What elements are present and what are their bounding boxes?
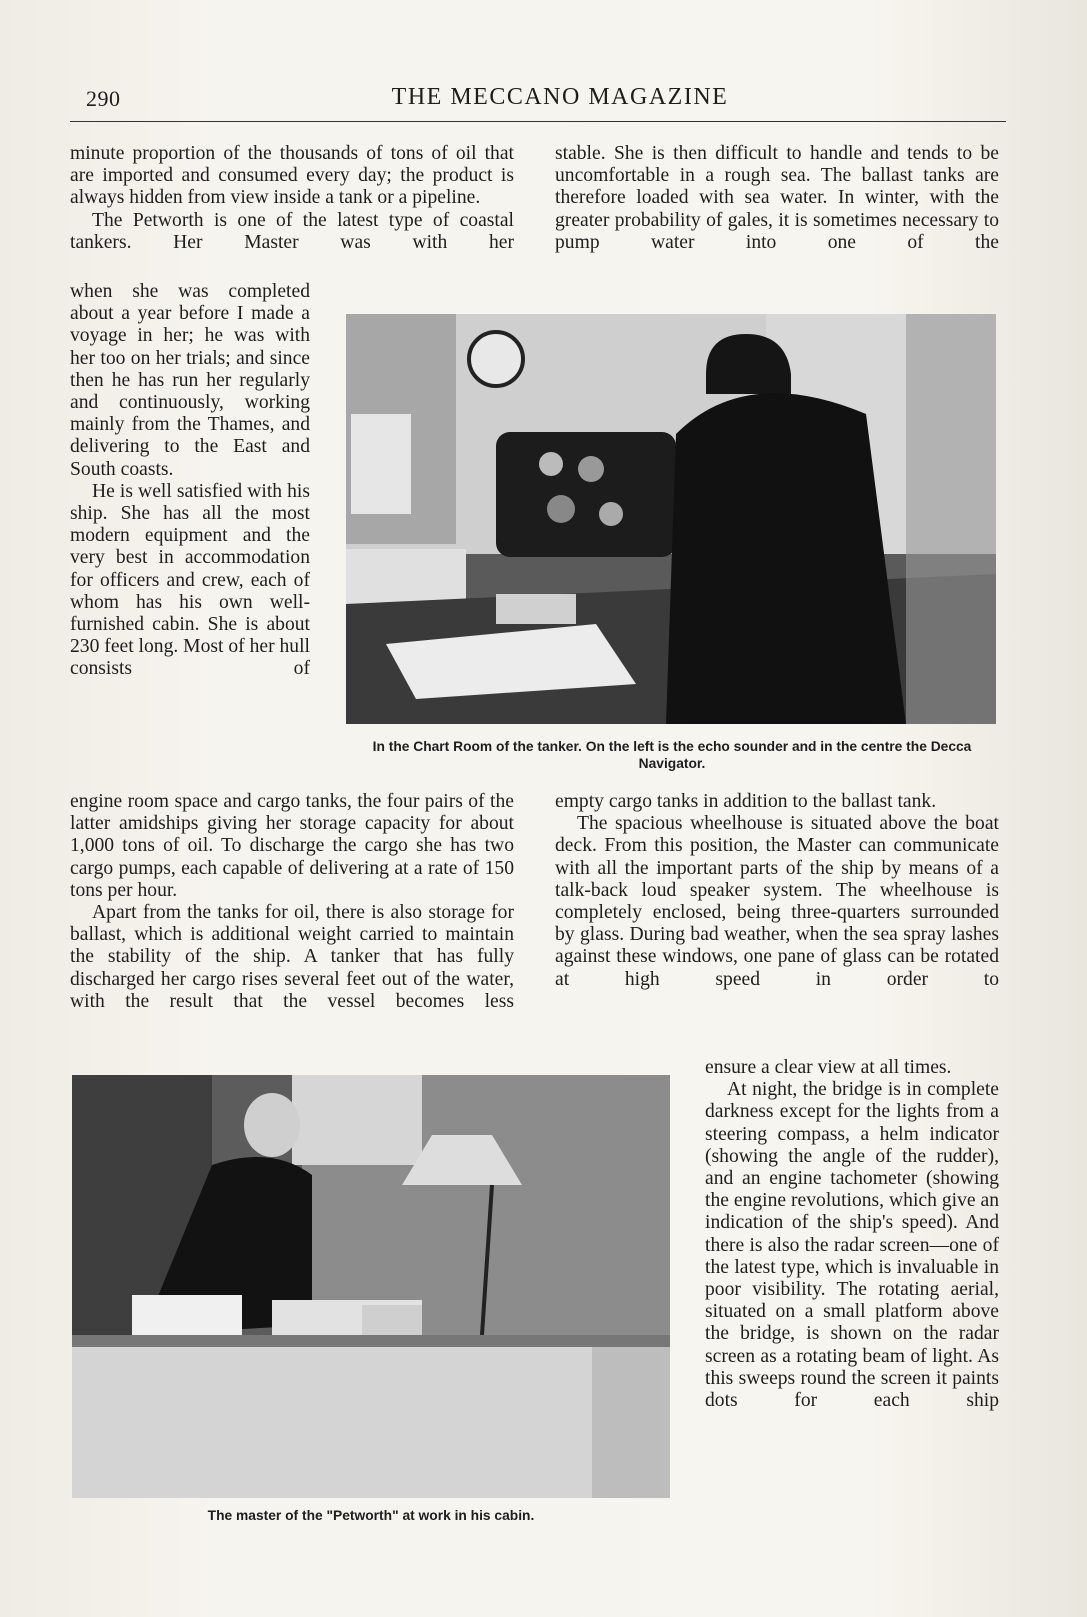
cabin-photo	[72, 1075, 670, 1498]
chart-room-photo	[346, 314, 996, 724]
col2-top-text	[555, 143, 999, 254]
col2-narrow-text	[705, 1057, 999, 1412]
col2-mid-text	[555, 791, 999, 991]
chart-room-caption: In the Chart Room of the tanker. On the left is the echo sounder and in the centre the Decca Navigator.	[372, 739, 972, 771]
paragraph: The spacious wheelhouse is situated above the boat deck. From this position, the Master can communicate with all the important parts of the ship by means of a talk-back loud speaker system. The wheelhouse is completely enclosed, being three-quarters surrounded by glass. During bad weather, when the sea spray lashes against these windows, one pane of glass can be rotated at high speed in order to	[555, 813, 999, 990]
paragraph: when she was completed about a year before I made a voyage in her; he was with her too on her trials; and since then he has run her regularly and continuously, working mainly from the Thames, and delivering to the East and South coasts.	[70, 281, 310, 480]
header-rule	[70, 121, 1006, 122]
col1-top-text	[70, 143, 514, 254]
paragraph: empty cargo tanks in addition to the ballast tank.	[555, 791, 937, 812]
paragraph: stable. She is then difficult to handle and tends to be uncomfortable in a rough sea. The ballast tanks are therefore loaded with sea water. In winter, with the greater probability of gales, it is sometimes necessary to pump water into one of the	[555, 143, 999, 253]
cabin-caption: The master of the "Petworth" at work in his cabin.	[207, 1508, 535, 1523]
paragraph: He is well satisfied with his ship. She has all the most modern equipment and the very best in accommodation for officers and crew, each of whom has his own well-furnished cabin. She is about 230 feet long. Most of her hull consists of	[70, 480, 310, 680]
paragraph: Apart from the tanks for oil, there is also storage for ballast, which is additional weight carried to maintain the stability of the ship. A tanker that has fully discharged her cargo rises several feet out of the water, with the result that the vessel becomes less	[70, 902, 514, 1012]
page-number: 290	[86, 86, 121, 111]
paragraph: ensure a clear view at all times.	[705, 1057, 952, 1078]
paragraph: engine room space and cargo tanks, the four pairs of the latter amidships giving her storage capacity for about 1,000 tons of oil. To discharge the cargo she has two cargo pumps, each capable of delivering at a rate of 150 tons per hour.	[70, 791, 514, 901]
magazine-title: THE MECCANO MAGAZINE	[391, 84, 729, 110]
paragraph: The Petworth is one of the latest type of coastal tankers. Her Master was with her	[70, 209, 514, 253]
paragraph: At night, the bridge is in complete darkness except for the lights from a steering compass, a helm indicator (showing the angle of the rudder), and an engine tachometer (showing the engine revolutions, which give an indication of the ship's speed). And there is also the radar screen—one of the latest type, which is invaluable in poor visibility. The rotating aerial, situated on a small platform above the bridge, is shown on the radar screen as a rotating beam of light. As this sweeps round the screen it paints dots for each ship	[705, 1079, 999, 1412]
paragraph: minute proportion of the thousands of tons of oil that are imported and consumed every day; the product is always hidden from view inside a tank or a pipeline.	[70, 143, 514, 209]
col1-bottom-text	[70, 791, 514, 1013]
col1-narrow-text	[70, 281, 310, 681]
